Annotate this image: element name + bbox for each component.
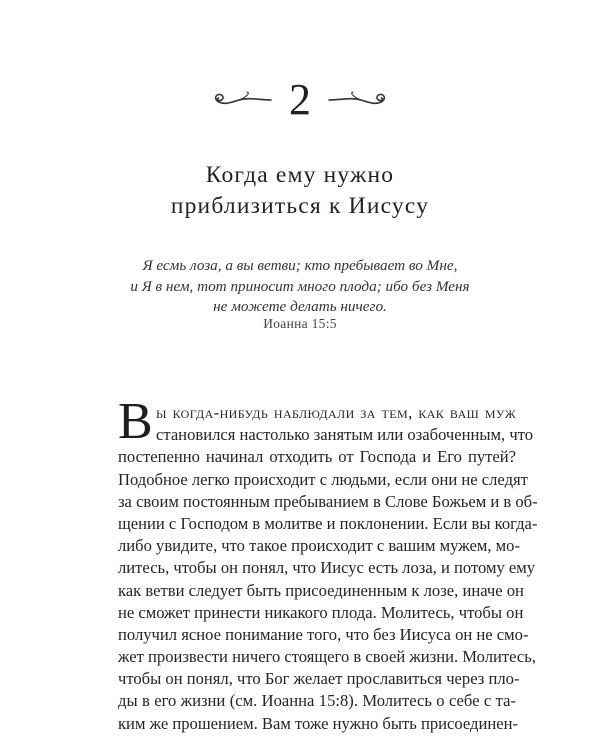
body-line: Подобное легко происходит с людьми, если они не следят xyxy=(118,469,528,489)
chapter-title-line: Когда ему нужно xyxy=(205,162,395,188)
body-text xyxy=(118,393,538,735)
epigraph xyxy=(0,256,600,318)
epigraph-line: не можете делать ничего. xyxy=(213,298,387,315)
body-line: за своим постоянным пребыванием в Слове Божьем и в об- xyxy=(118,491,538,511)
epigraph-line: Я есмь лоза, а вы ветви; кто пребывает во Мне, xyxy=(142,257,458,274)
body-line: как ветви следует быть присоединенным к лозе, иначе он xyxy=(118,580,524,600)
left-ornament-icon xyxy=(205,88,275,112)
body-line: ды в его жизни (см. Иоанна 15:8). Молитесь о себе с та- xyxy=(118,691,516,711)
epigraph-line: и Я в нем, тот приносит много плода; ибо без Меня xyxy=(130,277,470,295)
body-line: получил ясное понимание того, что без Иисуса он не смо- xyxy=(118,624,529,644)
chapter-title xyxy=(0,160,600,222)
body-line: становился настолько занятым или озабоченным, что xyxy=(156,425,534,445)
body-line: литесь, чтобы он понял, что Иисус есть лоза, и потому ему xyxy=(118,558,536,578)
drop-cap: В xyxy=(118,393,153,450)
right-ornament-icon xyxy=(325,88,395,112)
body-line: чтобы он понял, что Бог желает прославиться через пло- xyxy=(118,669,520,689)
body-line: ы когда-нибудь наблюдали за тем, как ваш муж xyxy=(156,403,516,422)
chapter-number: 2 xyxy=(289,75,311,124)
body-line: щении с Господом в молитве и поклонении. Если вы когда- xyxy=(118,513,538,533)
body-line: постепенно начинал отходить от Господа и Его путей? xyxy=(118,447,516,467)
chapter-header xyxy=(0,75,600,124)
chapter-title-line: приблизиться к Иисусу xyxy=(170,193,430,219)
epigraph-reference: Иоанна 15:5 xyxy=(263,316,337,331)
body-line: жет произвести ничего стоящего в своей жизни. Молитесь, xyxy=(118,647,536,667)
body-line: либо увидите, что такое происходит с вашим мужем, мо- xyxy=(118,536,520,556)
body-line: ким же прошением. Вам тоже нужно быть присоединен- xyxy=(118,713,518,733)
body-line: не сможет принести никакого плода. Молитесь, чтобы он xyxy=(118,602,524,622)
